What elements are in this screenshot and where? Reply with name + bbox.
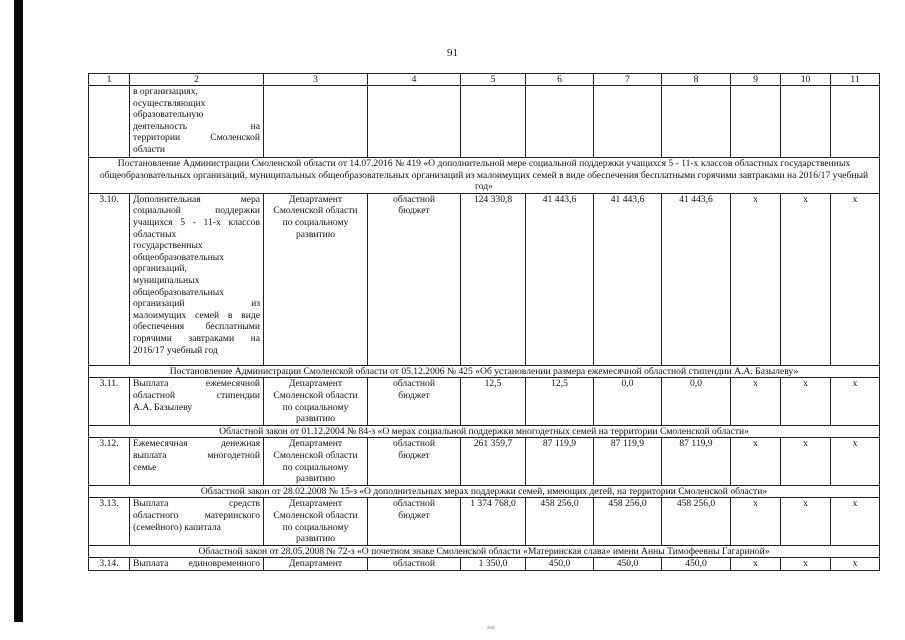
- header-cell: 7: [594, 74, 662, 86]
- name-line: в организациях,: [133, 86, 198, 97]
- cell-name: [130, 86, 264, 158]
- cell-x: x: [781, 193, 831, 365]
- name-line: Дополнительная мера: [133, 193, 260, 205]
- cell-year1: 41 443,6: [526, 193, 594, 365]
- cell-executor: [264, 498, 368, 545]
- name-line: осуществляющих: [133, 97, 206, 109]
- name-line: малоимущих семей в виде: [133, 309, 260, 321]
- cell-year1: 87 119,9: [526, 438, 594, 485]
- cell-source: [368, 438, 461, 485]
- section-heading-row: [89, 485, 880, 498]
- table-row: [89, 378, 880, 425]
- cell-name: [130, 193, 264, 365]
- source-line: бюджет: [398, 205, 430, 217]
- cell-num: [89, 86, 130, 158]
- cell-x: x: [731, 558, 781, 571]
- name-line: Выплата ежемесячной: [133, 378, 260, 390]
- table-row: [89, 498, 880, 545]
- cell-x: x: [831, 558, 880, 571]
- name-line: общеобразовательных: [133, 251, 224, 263]
- cell-year1: 458 256,0: [526, 498, 594, 545]
- cell-x: x: [781, 378, 831, 425]
- executor-line: развитию: [295, 228, 335, 240]
- cell-year3: 450,0: [662, 558, 731, 571]
- executor-line: развитию: [295, 533, 335, 545]
- name-line: выплата многодетной: [133, 449, 260, 461]
- section-heading: Областной закон от 28.02.2008 № 15-з «О дополнительных мерах поддержки семей, имеющих детей, на территории Смоленской области»: [89, 485, 880, 498]
- cell-year3: 41 443,6: [662, 193, 731, 365]
- name-line: горячими завтраками на: [133, 332, 260, 344]
- name-line: области: [133, 143, 166, 155]
- source-line: бюджет: [398, 389, 430, 401]
- cell-name: [130, 378, 264, 425]
- table-row-continued: [89, 86, 880, 158]
- cell-year2: 0,0: [594, 378, 662, 425]
- cell-num: 3.12.: [89, 438, 130, 485]
- cell-source: [368, 498, 461, 545]
- name-line: обеспечения бесплатными: [133, 321, 260, 333]
- executor-line: Смоленской области: [273, 205, 358, 217]
- source-line: областной: [392, 438, 435, 450]
- header-cell: 5: [461, 74, 526, 86]
- source-line: бюджет: [398, 449, 430, 461]
- header-cell: 8: [662, 74, 731, 86]
- name-line: Выплата средств: [133, 498, 260, 510]
- cell-year1: 12,5: [526, 378, 594, 425]
- scan-smudge: [487, 626, 495, 629]
- header-cell: 11: [831, 74, 880, 86]
- cell-x: x: [731, 498, 781, 545]
- budget-table: [88, 73, 880, 571]
- cell-executor: [264, 438, 368, 485]
- cell-executor: [264, 193, 368, 365]
- executor-line: Департамент: [288, 498, 343, 510]
- section-heading: Постановление Администрации Смоленской области от 05.12.2006 № 425 «Об установлении размера ежемесячной областной стипендии А.А. Базылеву»: [89, 365, 880, 378]
- cell-name: [130, 498, 264, 545]
- executor-line: по социальному: [282, 216, 349, 228]
- section-heading-row: [89, 425, 880, 438]
- name-line: социальной поддержки: [133, 205, 260, 217]
- cell-total: 1 350,0: [461, 558, 526, 571]
- section-heading-row: [89, 158, 880, 194]
- section-heading-row: [89, 365, 880, 378]
- name-line: областных: [133, 228, 177, 240]
- table-row: [89, 193, 880, 365]
- cell-year1: 450,0: [526, 558, 594, 571]
- cell-total: 1 374 768,0: [461, 498, 526, 545]
- source-line: бюджет: [398, 509, 430, 521]
- name-line: организаций из: [133, 298, 260, 310]
- cell-num: 3.10.: [89, 193, 130, 365]
- cell-x: x: [831, 438, 880, 485]
- cell-num: 3.13.: [89, 498, 130, 545]
- executor-line: Смоленской области: [273, 449, 358, 461]
- executor-line: развитию: [295, 473, 335, 485]
- name-line: деятельность на: [133, 120, 260, 132]
- header-cell: 10: [781, 74, 831, 86]
- header-cell: 4: [368, 74, 461, 86]
- name-line: организаций,: [133, 263, 187, 275]
- name-line: государственных: [133, 240, 203, 252]
- cell-x: x: [781, 438, 831, 485]
- cell-name: [130, 558, 264, 571]
- cell-x: x: [731, 193, 781, 365]
- header-cell: 1: [89, 74, 130, 86]
- cell-x: x: [731, 438, 781, 485]
- executor-line: Департамент: [288, 378, 343, 390]
- source-line: областной: [392, 193, 435, 205]
- cell-year2: 87 119,9: [594, 438, 662, 485]
- cell-name: [130, 438, 264, 485]
- cell-x: x: [731, 378, 781, 425]
- header-cell: 2: [130, 74, 264, 86]
- name-line: образовательную: [133, 109, 204, 121]
- executor-line: Департамент: [288, 193, 343, 205]
- name-line: учащихся 5 - 11-х классов: [133, 216, 260, 228]
- section-heading-row: [89, 545, 880, 558]
- source-line: областной: [392, 498, 435, 510]
- cell-num: 3.11.: [89, 378, 130, 425]
- source-line: областной: [392, 378, 435, 390]
- name-line: 2016/17 учебный год: [133, 344, 218, 356]
- executor-line: Департамент: [288, 438, 343, 450]
- cell-year3: 87 119,9: [662, 438, 731, 485]
- cell-source: [368, 378, 461, 425]
- cell-year2: 458 256,0: [594, 498, 662, 545]
- cell-total: 124 330,8: [461, 193, 526, 365]
- name-line: муниципальных: [133, 274, 200, 286]
- header-cell: 6: [526, 74, 594, 86]
- name-line: А.А. Базылеву: [133, 401, 193, 413]
- cell-x: x: [781, 498, 831, 545]
- executor-line: по социальному: [282, 461, 349, 473]
- cell-total: 261 359,7: [461, 438, 526, 485]
- executor-line: Смоленской области: [273, 509, 358, 521]
- cell-x: x: [831, 378, 880, 425]
- executor-line: Смоленской области: [273, 389, 358, 401]
- cell-x: x: [831, 193, 880, 365]
- executor-line: по социальному: [282, 401, 349, 413]
- section-heading: Областной закон от 01.12.2004 № 84-з «О мерах социальной поддержки многодетных семей на территории Смоленской области»: [89, 425, 880, 438]
- executor-line: развитию: [295, 413, 335, 425]
- cell-year2: 41 443,6: [594, 193, 662, 365]
- table-header-row: [89, 74, 880, 86]
- section-heading: Постановление Администрации Смоленской области от 14.07.2016 № 419 «О дополнительной мере социальной поддержки учащихся 5 - 11-х классов областных государственных общеобразовательных организаций, муниципальных общеобразовательных организаций из малоимущих семей в виде обеспечения бесплатными горячими завтраками на 2016/17 учебный год»: [89, 158, 880, 194]
- cell-year3: 0,0: [662, 378, 731, 425]
- cell-x: x: [781, 558, 831, 571]
- cell-executor: [264, 378, 368, 425]
- table-row: [89, 438, 880, 485]
- name-line: Выплата единовременного: [133, 558, 260, 570]
- cell-source: [368, 193, 461, 365]
- cell-total: 12,5: [461, 378, 526, 425]
- header-cell: 9: [731, 74, 781, 86]
- executor-line: Департамент: [288, 558, 343, 570]
- cell-source: [368, 558, 461, 571]
- name-line: территории Смоленской: [133, 132, 260, 144]
- cell-year3: 458 256,0: [662, 498, 731, 545]
- name-line: общеобразовательных: [133, 286, 224, 298]
- scan-edge-bar: [14, 0, 23, 622]
- cell-executor: [264, 558, 368, 571]
- name-line: (семейного) капитала: [133, 521, 221, 533]
- cell-x: x: [831, 498, 880, 545]
- section-heading: Областной закон от 28.05.2008 № 72-з «О почетном знаке Смоленской области «Материнская слава» имени Анны Тимофеевны Гагариной»: [89, 545, 880, 558]
- source-line: областной: [392, 558, 435, 570]
- name-line: областной стипендии: [133, 389, 260, 401]
- name-line: Ежемесячная денежная: [133, 438, 260, 450]
- table-row: [89, 558, 880, 571]
- executor-line: по социальному: [282, 521, 349, 533]
- name-line: семье: [133, 461, 157, 473]
- cell-num: 3.14.: [89, 558, 130, 571]
- cell-year2: 450,0: [594, 558, 662, 571]
- header-cell: 3: [264, 74, 368, 86]
- page-number: 91: [447, 47, 458, 59]
- name-line: областного материнского: [133, 509, 260, 521]
